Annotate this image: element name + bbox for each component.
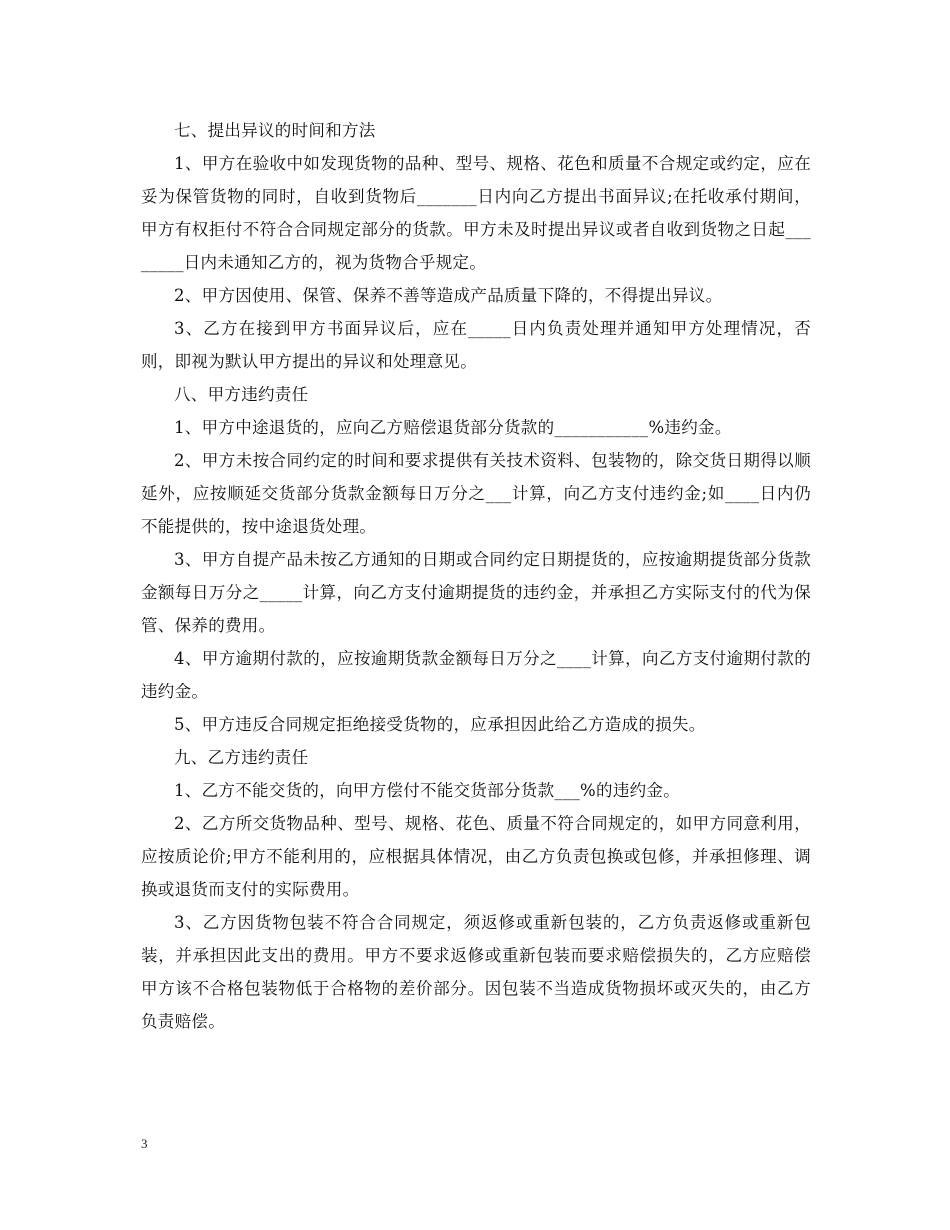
clause-paragraph: 2、乙方所交货物品种、型号、规格、花色、质量不符合同规定的，如甲方同意利用，应按质论价;甲方不能利用的，应根据具体情况，由乙方负责包换或包修，并承担修理、调换或退货而支付的实际费用。 [141,814,811,899]
clause-paragraph: 4、甲方逾期付款的，应按逾期货款金额每日万分之____计算，向乙方支付逾期付款的违约金。 [141,649,811,701]
clause-paragraph: 1、甲方在验收中如发现货物的品种、型号、规格、花色和质量不合规定或约定，应在妥为保管货物的同时，自收到货物后_______日内向乙方提出书面异议;在托收承付期间，甲方有权拒付不符合合同规定部分的货款。甲方未及时提出异议或者自收到货物之日起________日内未通知乙方的，视为货物合乎规定。 [141,154,811,272]
section-heading-party-a-liability: 八、甲方违约责任 [174,385,309,404]
clause-paragraph: 2、甲方因使用、保管、保养不善等造成产品质量下降的，不得提出异议。 [174,286,723,305]
clause-paragraph: 2、甲方未按合同约定的时间和要求提供有关技术资料、包装物的，除交货日期得以顺延外，应按顺延交货部分货款金额每日万分之___计算，向乙方支付违约金;如____日内仍不能提供的，按中途退货处理。 [141,451,811,536]
page-number: 3 [141,1136,148,1151]
section-heading-objection: 七、提出异议的时间和方法 [174,121,376,140]
clause-paragraph: 1、乙方不能交货的，向甲方偿付不能交货部分货款___%的违约金。 [174,781,681,800]
clause-paragraph: 5、甲方违反合同规定拒绝接受货物的，应承担因此给乙方造成的损失。 [174,715,706,734]
clause-paragraph: 1、甲方中途退货的，应向乙方赔偿退货部分货款的___________%违约金。 [174,418,732,437]
document-body [141,114,811,1038]
clause-paragraph: 3、甲方自提产品未按乙方通知的日期或合同约定日期提货的，应按逾期提货部分货款金额每日万分之_____计算，向乙方支付逾期提货的违约金，并承担乙方实际支付的代为保管、保养的费用。 [141,550,811,635]
section-heading-party-b-liability: 九、乙方违约责任 [174,748,309,767]
clause-paragraph: 3、乙方在接到甲方书面异议后，应在_____日内负责处理并通知甲方处理情况，否则，即视为默认甲方提出的异议和处理意见。 [141,319,811,371]
clause-paragraph: 3、乙方因货物包装不符合合同规定，须返修或重新包装的，乙方负责返修或重新包装，并承担因此支出的费用。甲方不要求返修或重新包装而要求赔偿损失的，乙方应赔偿甲方该不合格包装物低于合格物的差价部分。因包装不当造成货物损坏或灭失的，由乙方负责赔偿。 [141,913,811,1031]
